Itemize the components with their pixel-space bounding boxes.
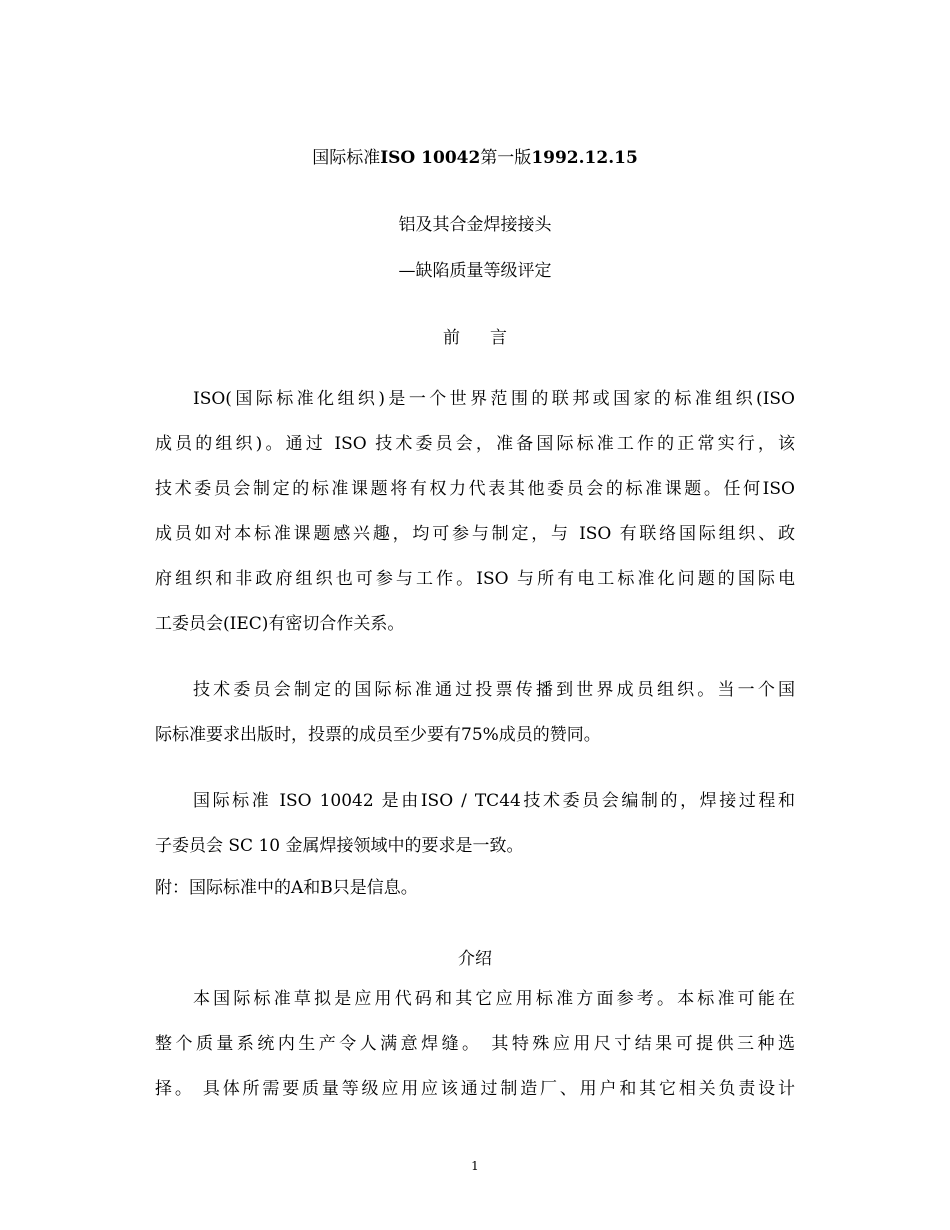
note-line: 附：国际标准中的A和B只是信息。 bbox=[155, 878, 418, 898]
paragraph-line: 本国际标准草拟是应用代码和其它应用标准方面参考。本标准可能在 bbox=[193, 989, 795, 1009]
paragraph-line: 工委员会(IEC)有密切合作关系。 bbox=[155, 614, 405, 634]
paragraph-line: 择。 具体所需要质量等级应用应该通过制造厂、用户和其它相关负责设计 bbox=[155, 1079, 795, 1099]
introduction-heading: 介绍 bbox=[458, 949, 492, 969]
standard-title bbox=[0, 143, 950, 168]
paragraph-line: 技术委员会制定的国际标准通过投票传播到世界成员组织。当一个国 bbox=[193, 680, 795, 700]
title-date: 1992.12.15 bbox=[531, 148, 638, 168]
paragraph-line: 府组织和非政府组织也可参与工作。ISO 与所有电工标准化问题的国际电 bbox=[155, 569, 795, 589]
paragraph-line: 子委员会 SC 10 金属焊接领域中的要求是一致。 bbox=[155, 836, 524, 856]
paragraph-line: 国际标准 ISO 10042 是由ISO / TC44技术委员会编制的，焊接过程和 bbox=[193, 791, 795, 811]
title-edition: 第一版 bbox=[480, 148, 532, 168]
paragraph-line: ISO(国际标准化组织)是一个世界范围的联邦或国家的标准组织(ISO bbox=[193, 389, 795, 409]
title-code: ISO 10042 bbox=[380, 148, 481, 168]
paragraph-line: 成员的组织)。通过 ISO 技术委员会，准备国际标准工作的正常实行，该 bbox=[155, 434, 795, 454]
foreword-heading bbox=[0, 323, 950, 348]
foreword-heading-char1: 前 bbox=[443, 328, 460, 348]
paragraph-line: 成员如对本标准课题感兴趣，均可参与制定，与 ISO 有联络国际组织、政 bbox=[155, 524, 795, 544]
document-subtitle-line1: 铝及其合金焊接接头 bbox=[398, 215, 552, 235]
paragraph-line: 技术委员会制定的标准课题将有权力代表其他委员会的标准课题。任何ISO bbox=[155, 479, 795, 499]
page-number: 1 bbox=[471, 1159, 479, 1173]
document-subtitle-line2: —缺陷质量等级评定 bbox=[398, 261, 552, 281]
title-prefix: 国际标准 bbox=[312, 148, 381, 168]
foreword-heading-char2: 言 bbox=[490, 328, 507, 348]
paragraph-line: 际标准要求出版时，投票的成员至少要有75%成员的赞同。 bbox=[155, 725, 601, 745]
paragraph-line: 整个质量系统内生产令人满意焊缝。 其特殊应用尺寸结果可提供三种选 bbox=[155, 1034, 795, 1054]
